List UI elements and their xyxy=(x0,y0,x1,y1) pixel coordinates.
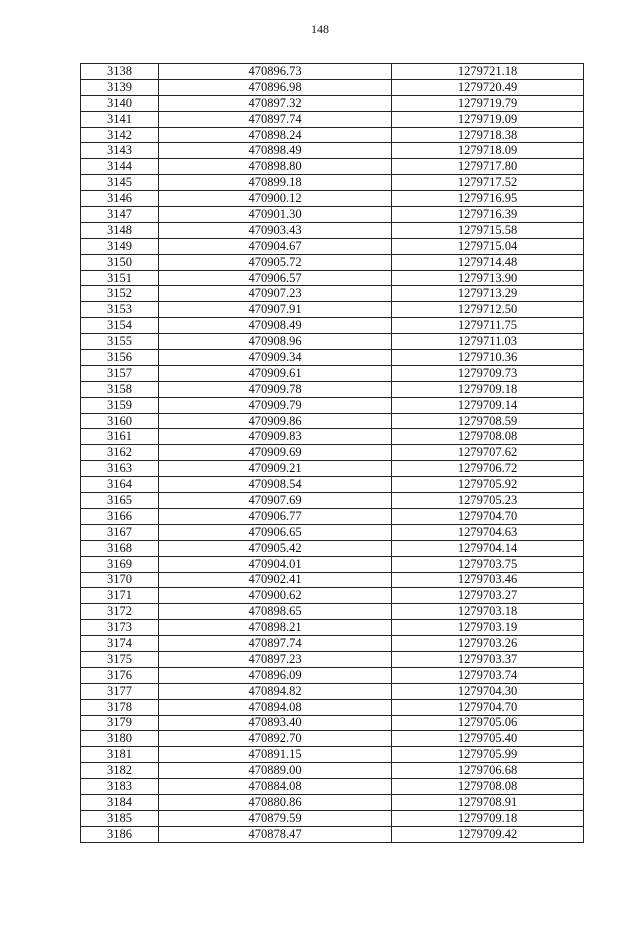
table-row xyxy=(81,350,584,366)
x-coordinate-cell: 470905.42 xyxy=(159,540,392,556)
x-coordinate-cell: 470894.08 xyxy=(159,699,392,715)
x-coordinate-cell: 470899.18 xyxy=(159,175,392,191)
y-coordinate-cell: 1279703.19 xyxy=(392,620,584,636)
point-number-cell: 3173 xyxy=(81,620,159,636)
point-number-cell: 3178 xyxy=(81,699,159,715)
point-number-cell: 3168 xyxy=(81,540,159,556)
point-number-cell: 3166 xyxy=(81,508,159,524)
point-number-cell: 3180 xyxy=(81,731,159,747)
x-coordinate-cell: 470909.61 xyxy=(159,365,392,381)
page-number: 148 xyxy=(311,22,329,36)
y-coordinate-cell: 1279704.30 xyxy=(392,683,584,699)
x-coordinate-cell: 470906.65 xyxy=(159,524,392,540)
y-coordinate-cell: 1279709.18 xyxy=(392,810,584,826)
table-row xyxy=(81,699,584,715)
table-row xyxy=(81,588,584,604)
x-coordinate-cell: 470879.59 xyxy=(159,810,392,826)
x-coordinate-cell: 470896.09 xyxy=(159,667,392,683)
point-number-cell: 3140 xyxy=(81,95,159,111)
table-row xyxy=(81,413,584,429)
table-row xyxy=(81,365,584,381)
table-row xyxy=(81,540,584,556)
x-coordinate-cell: 470904.67 xyxy=(159,238,392,254)
y-coordinate-cell: 1279705.99 xyxy=(392,747,584,763)
y-coordinate-cell: 1279708.91 xyxy=(392,794,584,810)
point-number-cell: 3153 xyxy=(81,302,159,318)
point-number-cell: 3142 xyxy=(81,127,159,143)
point-number-cell: 3139 xyxy=(81,79,159,95)
table-row xyxy=(81,111,584,127)
x-coordinate-cell: 470892.70 xyxy=(159,731,392,747)
y-coordinate-cell: 1279707.62 xyxy=(392,445,584,461)
x-coordinate-cell: 470897.74 xyxy=(159,111,392,127)
x-coordinate-cell: 470893.40 xyxy=(159,715,392,731)
table-row xyxy=(81,731,584,747)
x-coordinate-cell: 470900.12 xyxy=(159,191,392,207)
y-coordinate-cell: 1279704.63 xyxy=(392,524,584,540)
table-row xyxy=(81,334,584,350)
y-coordinate-cell: 1279703.18 xyxy=(392,604,584,620)
point-number-cell: 3185 xyxy=(81,810,159,826)
y-coordinate-cell: 1279704.14 xyxy=(392,540,584,556)
table-row xyxy=(81,445,584,461)
y-coordinate-cell: 1279715.04 xyxy=(392,238,584,254)
y-coordinate-cell: 1279704.70 xyxy=(392,699,584,715)
y-coordinate-cell: 1279709.42 xyxy=(392,826,584,842)
x-coordinate-cell: 470898.65 xyxy=(159,604,392,620)
x-coordinate-cell: 470908.49 xyxy=(159,318,392,334)
table-row xyxy=(81,747,584,763)
y-coordinate-cell: 1279708.08 xyxy=(392,429,584,445)
point-number-cell: 3147 xyxy=(81,207,159,223)
point-number-cell: 3162 xyxy=(81,445,159,461)
table-row xyxy=(81,397,584,413)
point-number-cell: 3172 xyxy=(81,604,159,620)
point-number-cell: 3167 xyxy=(81,524,159,540)
x-coordinate-cell: 470894.82 xyxy=(159,683,392,699)
x-coordinate-cell: 470884.08 xyxy=(159,779,392,795)
x-coordinate-cell: 470908.96 xyxy=(159,334,392,350)
point-number-cell: 3157 xyxy=(81,365,159,381)
y-coordinate-cell: 1279708.59 xyxy=(392,413,584,429)
table-row xyxy=(81,763,584,779)
x-coordinate-cell: 470908.54 xyxy=(159,477,392,493)
x-coordinate-cell: 470896.73 xyxy=(159,64,392,80)
point-number-cell: 3171 xyxy=(81,588,159,604)
table-row xyxy=(81,810,584,826)
table-row xyxy=(81,381,584,397)
y-coordinate-cell: 1279706.72 xyxy=(392,461,584,477)
point-number-cell: 3146 xyxy=(81,191,159,207)
point-number-cell: 3144 xyxy=(81,159,159,175)
point-number-cell: 3155 xyxy=(81,334,159,350)
y-coordinate-cell: 1279705.40 xyxy=(392,731,584,747)
table-row xyxy=(81,222,584,238)
table-row xyxy=(81,651,584,667)
point-number-cell: 3151 xyxy=(81,270,159,286)
y-coordinate-cell: 1279712.50 xyxy=(392,302,584,318)
table-row xyxy=(81,620,584,636)
y-coordinate-cell: 1279703.75 xyxy=(392,556,584,572)
coordinates-table-body xyxy=(81,64,584,843)
x-coordinate-cell: 470897.74 xyxy=(159,636,392,652)
y-coordinate-cell: 1279703.74 xyxy=(392,667,584,683)
y-coordinate-cell: 1279715.58 xyxy=(392,222,584,238)
table-row xyxy=(81,794,584,810)
table-row xyxy=(81,715,584,731)
point-number-cell: 3184 xyxy=(81,794,159,810)
table-row xyxy=(81,429,584,445)
x-coordinate-cell: 470898.21 xyxy=(159,620,392,636)
point-number-cell: 3170 xyxy=(81,572,159,588)
x-coordinate-cell: 470907.91 xyxy=(159,302,392,318)
x-coordinate-cell: 470897.23 xyxy=(159,651,392,667)
y-coordinate-cell: 1279717.52 xyxy=(392,175,584,191)
table-row xyxy=(81,604,584,620)
point-number-cell: 3177 xyxy=(81,683,159,699)
y-coordinate-cell: 1279703.26 xyxy=(392,636,584,652)
x-coordinate-cell: 470907.69 xyxy=(159,493,392,509)
point-number-cell: 3160 xyxy=(81,413,159,429)
x-coordinate-cell: 470901.30 xyxy=(159,207,392,223)
point-number-cell: 3165 xyxy=(81,493,159,509)
point-number-cell: 3175 xyxy=(81,651,159,667)
table-row xyxy=(81,79,584,95)
point-number-cell: 3143 xyxy=(81,143,159,159)
point-number-cell: 3148 xyxy=(81,222,159,238)
table-row xyxy=(81,572,584,588)
y-coordinate-cell: 1279709.18 xyxy=(392,381,584,397)
y-coordinate-cell: 1279717.80 xyxy=(392,159,584,175)
table-row xyxy=(81,238,584,254)
x-coordinate-cell: 470898.24 xyxy=(159,127,392,143)
point-number-cell: 3161 xyxy=(81,429,159,445)
table-row xyxy=(81,636,584,652)
y-coordinate-cell: 1279721.18 xyxy=(392,64,584,80)
point-number-cell: 3149 xyxy=(81,238,159,254)
y-coordinate-cell: 1279704.70 xyxy=(392,508,584,524)
x-coordinate-cell: 470909.79 xyxy=(159,397,392,413)
x-coordinate-cell: 470909.69 xyxy=(159,445,392,461)
table-row xyxy=(81,95,584,111)
point-number-cell: 3183 xyxy=(81,779,159,795)
table-row xyxy=(81,318,584,334)
point-number-cell: 3159 xyxy=(81,397,159,413)
table-row xyxy=(81,826,584,842)
y-coordinate-cell: 1279719.09 xyxy=(392,111,584,127)
point-number-cell: 3182 xyxy=(81,763,159,779)
x-coordinate-cell: 470880.86 xyxy=(159,794,392,810)
y-coordinate-cell: 1279705.92 xyxy=(392,477,584,493)
x-coordinate-cell: 470909.21 xyxy=(159,461,392,477)
y-coordinate-cell: 1279710.36 xyxy=(392,350,584,366)
y-coordinate-cell: 1279709.14 xyxy=(392,397,584,413)
table-row xyxy=(81,286,584,302)
y-coordinate-cell: 1279711.03 xyxy=(392,334,584,350)
y-coordinate-cell: 1279708.08 xyxy=(392,779,584,795)
y-coordinate-cell: 1279714.48 xyxy=(392,254,584,270)
table-row xyxy=(81,779,584,795)
y-coordinate-cell: 1279713.90 xyxy=(392,270,584,286)
y-coordinate-cell: 1279703.27 xyxy=(392,588,584,604)
x-coordinate-cell: 470909.86 xyxy=(159,413,392,429)
table-row xyxy=(81,64,584,80)
y-coordinate-cell: 1279716.39 xyxy=(392,207,584,223)
x-coordinate-cell: 470889.00 xyxy=(159,763,392,779)
y-coordinate-cell: 1279705.06 xyxy=(392,715,584,731)
x-coordinate-cell: 470905.72 xyxy=(159,254,392,270)
point-number-cell: 3154 xyxy=(81,318,159,334)
y-coordinate-cell: 1279716.95 xyxy=(392,191,584,207)
y-coordinate-cell: 1279718.38 xyxy=(392,127,584,143)
table-row xyxy=(81,207,584,223)
table-row xyxy=(81,508,584,524)
table-row xyxy=(81,159,584,175)
table-row xyxy=(81,254,584,270)
point-number-cell: 3186 xyxy=(81,826,159,842)
table-row xyxy=(81,493,584,509)
point-number-cell: 3169 xyxy=(81,556,159,572)
y-coordinate-cell: 1279703.46 xyxy=(392,572,584,588)
y-coordinate-cell: 1279703.37 xyxy=(392,651,584,667)
table-row xyxy=(81,556,584,572)
table-row xyxy=(81,667,584,683)
y-coordinate-cell: 1279713.29 xyxy=(392,286,584,302)
point-number-cell: 3176 xyxy=(81,667,159,683)
y-coordinate-cell: 1279709.73 xyxy=(392,365,584,381)
point-number-cell: 3163 xyxy=(81,461,159,477)
y-coordinate-cell: 1279711.75 xyxy=(392,318,584,334)
point-number-cell: 3181 xyxy=(81,747,159,763)
x-coordinate-cell: 470902.41 xyxy=(159,572,392,588)
x-coordinate-cell: 470906.77 xyxy=(159,508,392,524)
table-row xyxy=(81,461,584,477)
x-coordinate-cell: 470878.47 xyxy=(159,826,392,842)
x-coordinate-cell: 470891.15 xyxy=(159,747,392,763)
y-coordinate-cell: 1279706.68 xyxy=(392,763,584,779)
x-coordinate-cell: 470906.57 xyxy=(159,270,392,286)
x-coordinate-cell: 470897.32 xyxy=(159,95,392,111)
table-row xyxy=(81,302,584,318)
point-number-cell: 3164 xyxy=(81,477,159,493)
x-coordinate-cell: 470896.98 xyxy=(159,79,392,95)
y-coordinate-cell: 1279705.23 xyxy=(392,493,584,509)
point-number-cell: 3179 xyxy=(81,715,159,731)
y-coordinate-cell: 1279718.09 xyxy=(392,143,584,159)
x-coordinate-cell: 470909.34 xyxy=(159,350,392,366)
table-row xyxy=(81,524,584,540)
table-row xyxy=(81,127,584,143)
point-number-cell: 3152 xyxy=(81,286,159,302)
point-number-cell: 3145 xyxy=(81,175,159,191)
x-coordinate-cell: 470900.62 xyxy=(159,588,392,604)
y-coordinate-cell: 1279719.79 xyxy=(392,95,584,111)
point-number-cell: 3150 xyxy=(81,254,159,270)
table-row xyxy=(81,143,584,159)
table-row xyxy=(81,175,584,191)
table-row xyxy=(81,477,584,493)
coordinates-table xyxy=(80,63,584,843)
x-coordinate-cell: 470898.49 xyxy=(159,143,392,159)
x-coordinate-cell: 470909.78 xyxy=(159,381,392,397)
table-row xyxy=(81,270,584,286)
x-coordinate-cell: 470907.23 xyxy=(159,286,392,302)
x-coordinate-cell: 470904.01 xyxy=(159,556,392,572)
point-number-cell: 3141 xyxy=(81,111,159,127)
point-number-cell: 3174 xyxy=(81,636,159,652)
table-row xyxy=(81,683,584,699)
point-number-cell: 3156 xyxy=(81,350,159,366)
x-coordinate-cell: 470903.43 xyxy=(159,222,392,238)
point-number-cell: 3138 xyxy=(81,64,159,80)
table-row xyxy=(81,191,584,207)
x-coordinate-cell: 470898.80 xyxy=(159,159,392,175)
x-coordinate-cell: 470909.83 xyxy=(159,429,392,445)
y-coordinate-cell: 1279720.49 xyxy=(392,79,584,95)
point-number-cell: 3158 xyxy=(81,381,159,397)
